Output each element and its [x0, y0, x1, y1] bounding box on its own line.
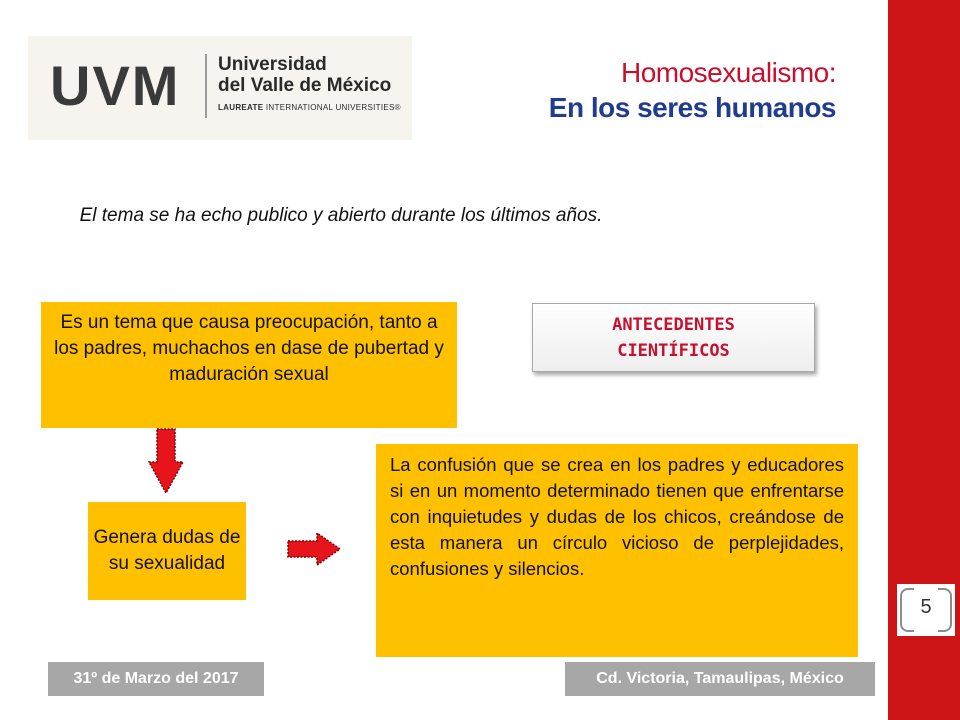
- logo-line-1: Universidad: [218, 54, 327, 75]
- antecedentes-label: ANTECEDENTES CIENTÍFICOS: [612, 314, 735, 361]
- confusion-box: La confusión que se crea en los padres y educadores si en un momento determinado tienen que enfrentarse con inquietudes y dudas de los chicos, creándose de esta manera un círculo vicioso de perplejidades, confusiones y silencios.: [376, 444, 858, 657]
- logo-line-2: del Valle de México: [218, 75, 392, 96]
- title-line-1: Homosexualismo:: [620, 57, 836, 88]
- logo-intl: INTERNATIONAL UNIVERSITIES®: [265, 103, 401, 112]
- page-number-badge: [897, 584, 955, 636]
- title-line-2: En los seres humanos: [548, 92, 836, 123]
- footer-location: Cd. Victoria, Tamaulipas, México: [565, 662, 875, 696]
- logo-mark: UVM: [50, 54, 181, 117]
- arrow-right-icon: [287, 531, 341, 567]
- uvm-logo: [28, 36, 412, 140]
- arrow-down-icon: [148, 428, 184, 494]
- concern-box: Es un tema que causa preocupación, tanto a los padres, muchachos en dase de pubertad y maduración sexual: [41, 302, 457, 428]
- logo-text: [218, 54, 401, 112]
- slide-title: [549, 56, 836, 126]
- logo-line-3: [218, 103, 401, 112]
- page-number: 5: [920, 596, 932, 618]
- logo-laureate: LAUREATE: [218, 103, 264, 112]
- antecedentes-box: [532, 303, 815, 372]
- footer-date: 31º de Marzo del 2017: [48, 662, 264, 696]
- logo-divider: [205, 54, 207, 118]
- intro-text: El tema se ha echo publico y abierto durante los últimos años.: [79, 205, 603, 226]
- genera-box: Genera dudas de su sexualidad: [88, 502, 246, 600]
